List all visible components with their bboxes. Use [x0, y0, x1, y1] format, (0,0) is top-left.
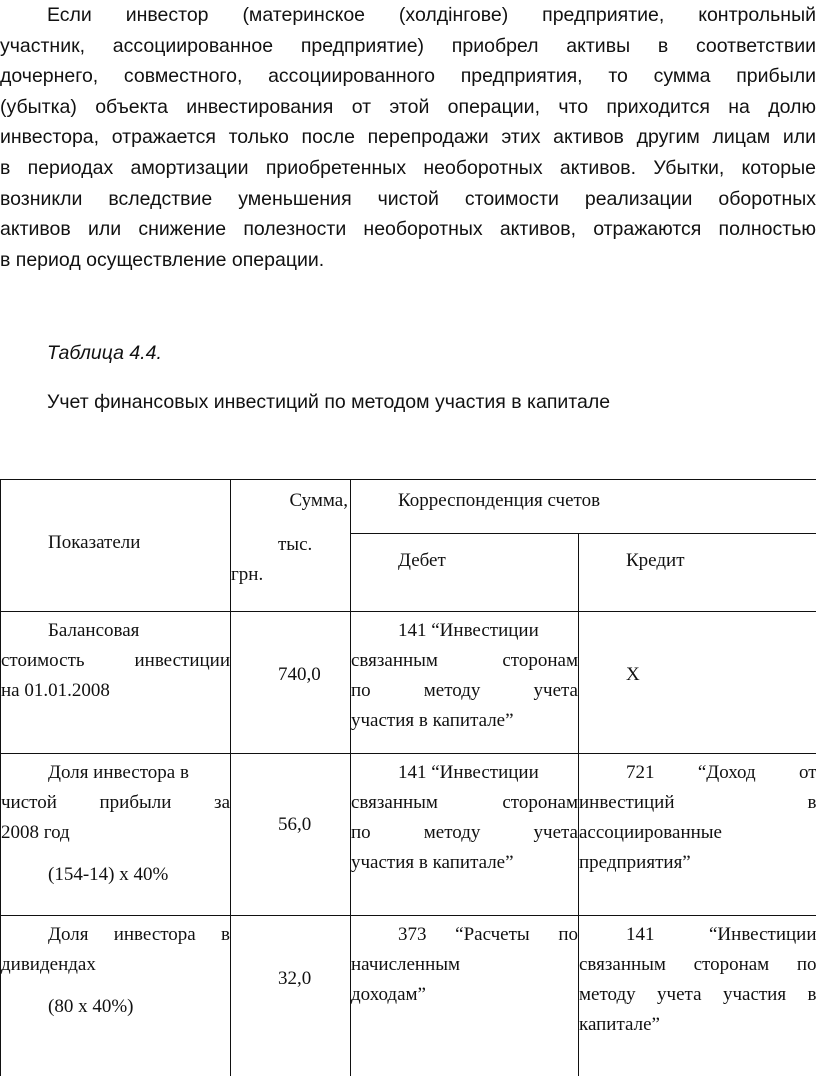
- table-caption: Таблица 4.4.: [47, 342, 162, 364]
- row-debit: 373 “Расчеты по начисленным доходам”: [351, 916, 579, 1076]
- header-credit: Кредит: [579, 534, 816, 612]
- paragraph-line: возникли вследствие уменьшения чистой стоимости реализации оборотных: [0, 187, 816, 210]
- row-amount: 32,0: [231, 916, 351, 1076]
- paragraph-line: дочернего, совместного, ассоциированного предприятия, то сумма прибыли: [0, 65, 816, 88]
- paragraph-line: (убытка) объекта инвестирования от этой операции, что приходится на долю: [0, 95, 816, 118]
- paragraph-line: активов или снижение полезности необоротных активов, отражаются полностью: [0, 218, 816, 241]
- row-credit: 721 “Доход от инвестиций в ассоциированные предприятия”: [579, 754, 816, 916]
- row-debit: 141 “Инвестиции связанным сторонам по методу учета участия в капитале”: [351, 612, 579, 754]
- row-credit: Х: [579, 612, 816, 754]
- table-header-row: [1, 480, 816, 534]
- paragraph-line: в периодах амортизации приобретенных необоротных активов. Убытки, которые: [0, 156, 816, 179]
- row-indicator: Доля инвестора в дивидендах (80 х 40%): [1, 916, 231, 1076]
- row-formula: (154-14) х 40%: [48, 864, 169, 885]
- body-paragraph: [0, 0, 816, 275]
- header-correspondence: Корреспонденция счетов: [351, 480, 816, 534]
- table-title: Учет финансовых инвестиций по методом участия в капитале: [47, 391, 611, 413]
- table-row: [1, 754, 816, 916]
- paragraph-line: Если инвестор (материнское (холдінгове) предприятие, контрольный: [47, 4, 816, 26]
- header-indicators: Показатели: [1, 480, 231, 612]
- header-sum: Сумма, тыс. грн.: [231, 480, 351, 612]
- row-formula: (80 х 40%): [48, 996, 134, 1017]
- paragraph-line: участник, ассоциированное предприятие) приобрел активы в соответствии: [0, 34, 816, 57]
- row-indicator: Балансовая стоимость инвестиции на 01.01.2008: [1, 612, 231, 754]
- table-row: [1, 612, 816, 754]
- row-debit: 141 “Инвестиции связанным сторонам по методу учета участия в капитале”: [351, 754, 579, 916]
- row-amount: 740,0: [231, 612, 351, 754]
- financial-investments-table: [0, 479, 816, 1076]
- row-indicator: Доля инвестора в чистой прибыли за 2008 год (154-14) х 40%: [1, 754, 231, 916]
- paragraph-line: инвестора, отражается только после перепродажи этих активов другим лицам или: [0, 126, 816, 149]
- table-row: [1, 916, 816, 1076]
- row-amount: 56,0: [231, 754, 351, 916]
- header-debit: Дебет: [351, 534, 579, 612]
- row-credit: 141 “Инвестиции связанным сторонам по методу учета участия в капитале”: [579, 916, 816, 1076]
- paragraph-line: в период осуществление операции.: [0, 248, 325, 271]
